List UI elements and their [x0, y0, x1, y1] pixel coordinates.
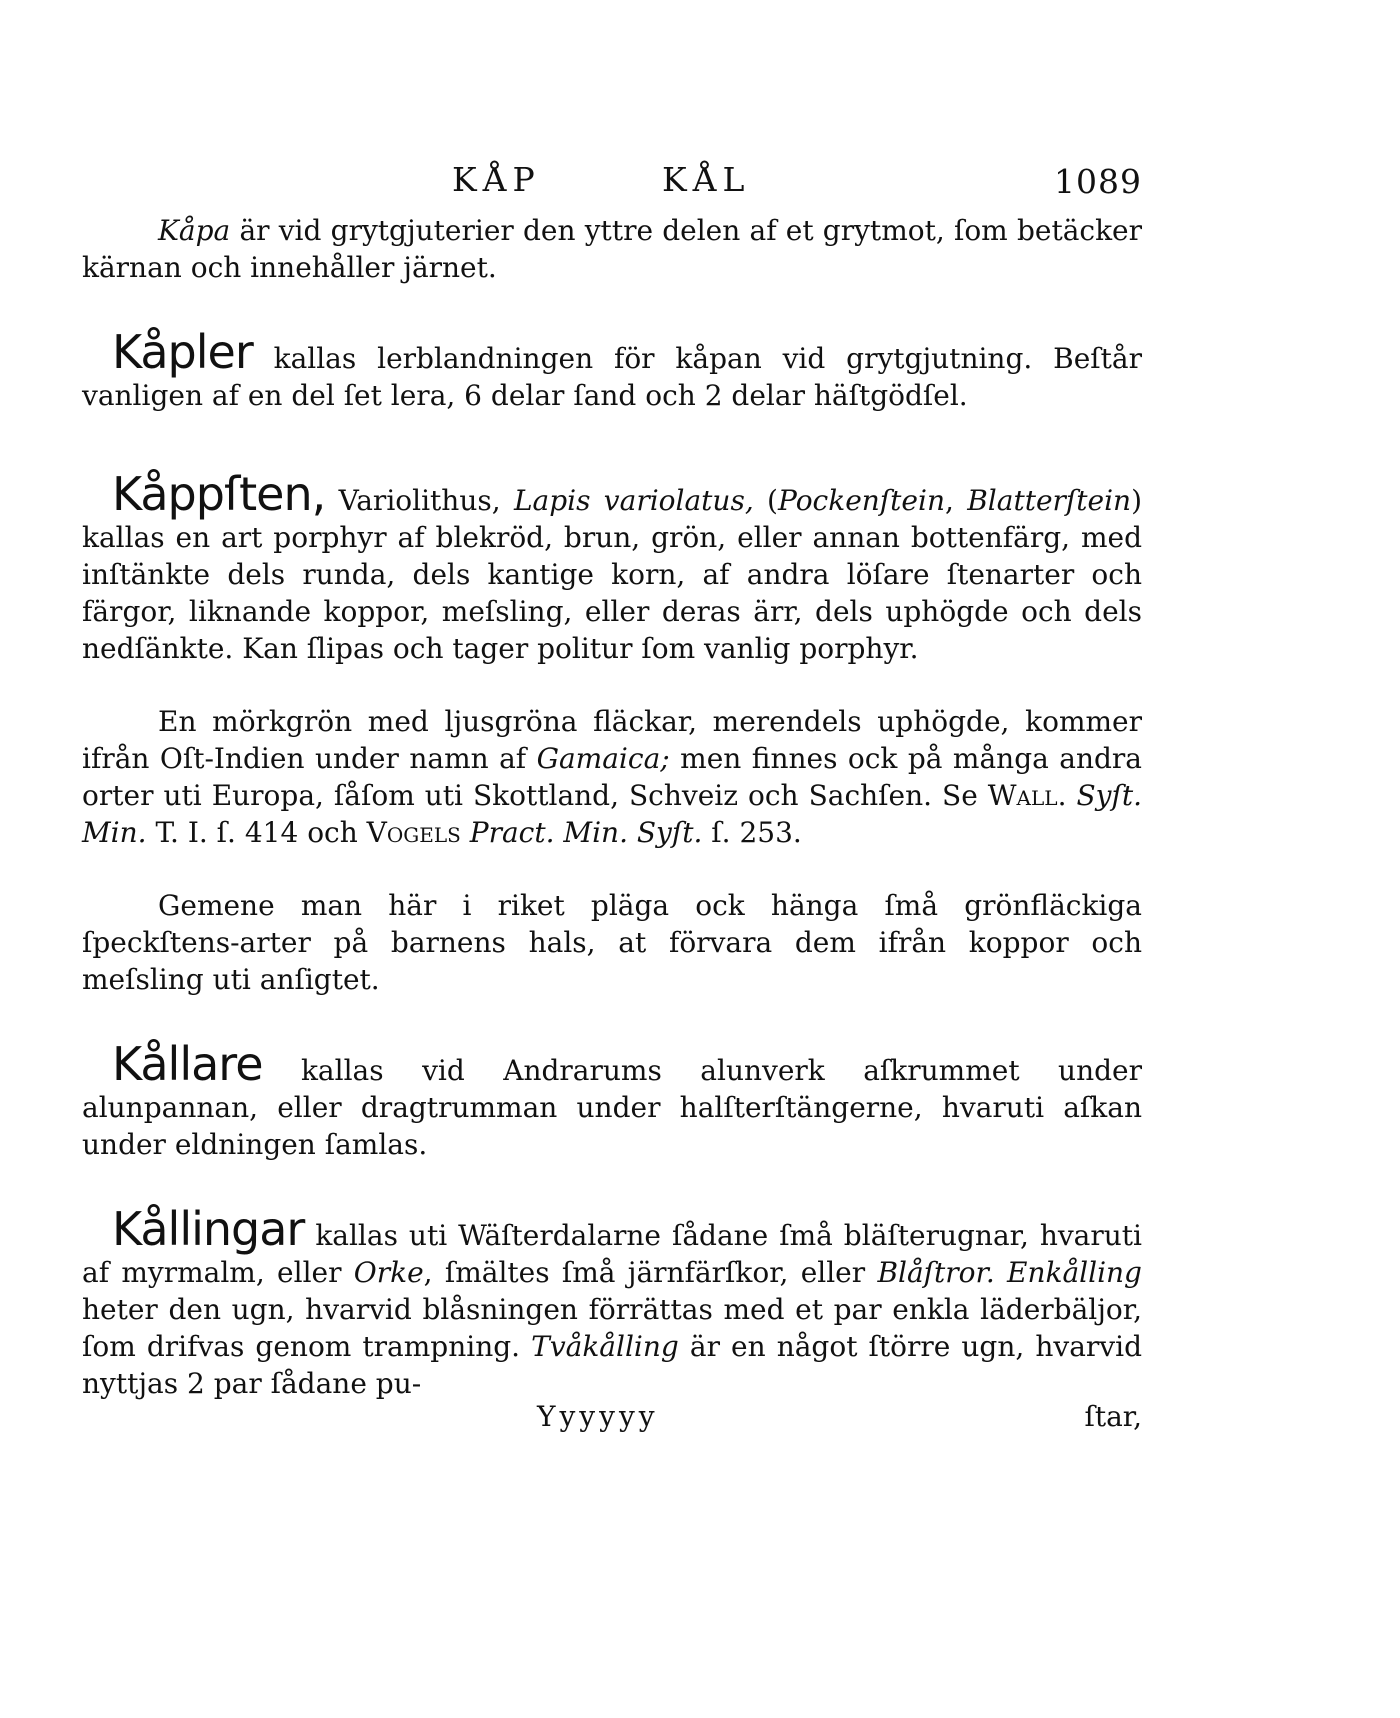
running-head-left: KÅP [452, 160, 541, 199]
entry-kallingar [82, 1202, 1142, 1402]
page [82, 150, 1142, 1442]
entry-kappsten-text-d: ) kallas en art porphyr af blekröd, brun, grön, eller annan bottenfärg, med inſtänkte dels runda, dels kantige korn, af andra löſare ſtenarter och färgor, liknande koppor, meſsling, eller deras ärr, dels uphögde och dels nedſänkte. Kan ſlipas och tager politur ſom vanlig porphyr. [82, 484, 1143, 665]
para2-gamaica: Gamaica; [536, 742, 670, 775]
entry-kallingar-text-c: heter den ugn, hvarvid blåsningen förrättas med et par enkla läderbäljor, ſom drifvas genom trampning. [82, 1293, 1142, 1363]
entry-kappsten [82, 467, 1143, 667]
entry-kapa-text: är vid grytgjuterier den yttre delen af et grytmot, ſom betäcker kärnan och innehåller järnet. [82, 214, 1142, 284]
latin-name: Lapis variolatus, [513, 484, 754, 517]
catchword: ſtar, [1084, 1400, 1142, 1433]
para2-text-d: ſ. 253. [702, 816, 802, 849]
term-enkalling: Enkålling [994, 1256, 1142, 1289]
entry-kappsten-text-a: Variolithus, [325, 484, 514, 517]
para2-text-c: T. I. ſ. 414 och [146, 816, 367, 849]
signature-mark: Yyyyyy [537, 1400, 659, 1433]
entry-kapa [82, 212, 1142, 286]
entry-kappsten-para-3: Gemene man här i riket pläga ock hänga ſmå grönfläckiga ſpeckſtens-arter på barnens hals, at förvara dem ifrån koppor och meſsling uti anſigtet. [82, 889, 1142, 996]
reference-pract: Pract. Min. Syſt. [460, 816, 703, 849]
entry-kallingar-text-b: , ſmältes ſmå järnfärſkor, eller [423, 1256, 878, 1289]
entry-kallingar-text-d: är en något ſtörre ugn, hvarvid nyttjas 2 par ſådane pu- [82, 1330, 1142, 1400]
headword-kapa: Kåpa [158, 214, 231, 247]
german-name-1: Pockenſtein [777, 484, 945, 517]
headword-kappsten: Kåppſten, [112, 467, 326, 521]
entry-kappsten-text-c: , [944, 484, 968, 517]
headword-kallingar: Kållingar [112, 1202, 305, 1256]
para2-text-a: En mörkgrön med ljusgröna fläckar, merendels uphögde, kommer ifrån Oſt-Indien under namn af [82, 705, 1142, 775]
term-tvakalling: Tvåkålling [531, 1330, 679, 1363]
running-head [82, 150, 1142, 206]
reference-vogels: Vogels [366, 816, 461, 849]
running-head-right: KÅL [662, 160, 751, 199]
reference-wall: Wall. [987, 779, 1067, 812]
page-number: 1089 [1054, 162, 1142, 201]
entry-kallingar-text-a: kallas uti Wäſterdalarne ſådane ſmå bläſterugnar, hvaruti af myrmalm, eller [82, 1219, 1142, 1289]
term-orke: Orke [353, 1256, 424, 1289]
page-footer [82, 1402, 1142, 1442]
entry-kallare-text: kallas vid Andrarums alunverk aſkrummet under alunpannan, eller dragtrumman under halſterſtängerne, hvaruti aſkan under eldningen ſamlas. [82, 1054, 1142, 1161]
entry-kappsten-para-2 [82, 703, 1142, 851]
entry-kappsten-text-b: ( [753, 484, 778, 517]
term-blastror: Blåſtror. [877, 1256, 995, 1289]
entry-kallare [82, 1037, 1142, 1163]
reference-syst-min: Syſt. Min. [82, 779, 1142, 849]
entry-kapler [82, 325, 1142, 414]
para2-text-b: men finnes ock på många andra orter uti Europa, ſåſom uti Skottland, Schveiz och Sachſen. Se [82, 742, 1143, 812]
entry-kapler-text: kallas lerblandningen för kåpan vid grytgjutning. Beſtår vanligen af en del ſet lera, 6 delar ſand och 2 delar häſtgödſel. [82, 342, 1142, 412]
headword-kapler: Kåpler [112, 325, 253, 379]
german-name-2: Blatterſtein [967, 484, 1132, 517]
headword-kallare: Kållare [112, 1037, 263, 1091]
